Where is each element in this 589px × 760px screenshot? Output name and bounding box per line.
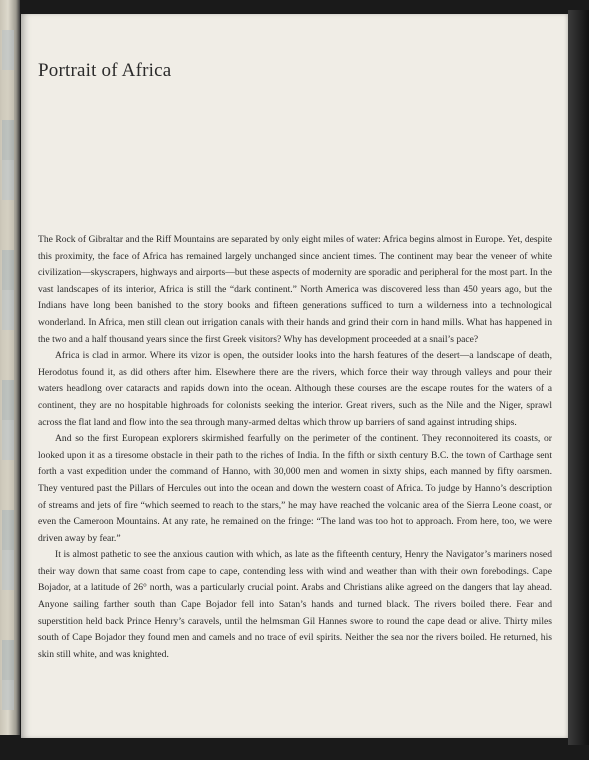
paragraph-2: Africa is clad in armor. Where its vizor is open, the outsider looks into the harsh features of the desert—a landscape of death, Herodotus found it, as did others after him. Elsewhere there are the rivers, which force their way through valleys and pour their waters headlong over cataracts and rapids down into the ocean. Although these courses are the escape routes for the waters of a continent, they are no hospitable highroads for colonists seeking the interior. Great rivers, such as the Nile and the Niger, sprawl across the flat land and flow into the sea through many-armed deltas which throw up barriers of sand against intruding ships. <box>38 350 552 428</box>
paragraph-3: And so the first European explorers skirmished fearfully on the perimeter of the continent. They reconnoitered its coasts, or looked upon it as a tiresome obstacle in their path to the riches of India. In the fifth or sixth century B.C. the town of Carthage sent forth a vast expedition under the command of Hanno, with 30,000 men and women in sixty ships, each manned by fifty oarsmen. They ventured past the Pillars of Hercules out into the ocean and down the western coast of Africa. To judge by Hanno’s description of streams and jets of fire “which seemed to reach to the stars,” he may have reached the volcanic area of the Sierra Leone coast, or even the Cameroon Mountains. At any rate, he remained on the fringe: “The land was too hot to approach. From here, too, we were driven away by fear.” <box>38 433 552 544</box>
page-title: Portrait of Africa <box>38 60 172 81</box>
adjacent-page-edge <box>0 0 20 735</box>
adjacent-page-map-strip <box>2 30 14 710</box>
article-body <box>38 232 552 663</box>
book-cover-edge <box>568 10 589 745</box>
paragraph-4: It is almost pathetic to see the anxious caution with which, as late as the fifteenth century, Henry the Navigator’s mariners nosed their way down that same coast from cape to cape, contending less with wind and weather than with their own forebodings. Cape Bojador, at a latitude of 26° north, was a particularly crucial point. Arabs and Christians alike agreed on the dangers that lay ahead. Anyone sailing farther south than Cape Bojador fell into Satan’s hands and turned black. The rivers boiled there. Fear and superstition held back Prince Henry’s caravels, until the helmsman Gil Hannes swore to round the cape dead or alive. Thirty miles south of Cape Bojador they found men and camels and no trace of evil spirits. Neither the sea nor the rivers boiled. He returned, his skin still white, and was knighted. <box>38 549 552 660</box>
book-page <box>21 14 568 738</box>
paragraph-1: The Rock of Gibraltar and the Riff Mountains are separated by only eight miles of water: Africa begins almost in Europe. Yet, despite this proximity, the face of Africa has remained largely unchanged since ancient times. The continent may bear the veneer of white civilization—skyscrapers, highways and airports—but these aspects of modernity are sporadic and peripheral for the most part. In the vast landscapes of its interior, Africa is still the “dark continent.” North America was discovered less than 450 years ago, but the Indians have long been banished to the story books and fifteen generations sufficed to turn a wilderness into a technological wonderland. In Africa, men still clean out irrigation canals with their hands and grind their corn in hand mills. What has happened in the two and a half thousand years since the first Greek visitors? Why has development proceeded at a snail’s pace? <box>38 234 552 345</box>
